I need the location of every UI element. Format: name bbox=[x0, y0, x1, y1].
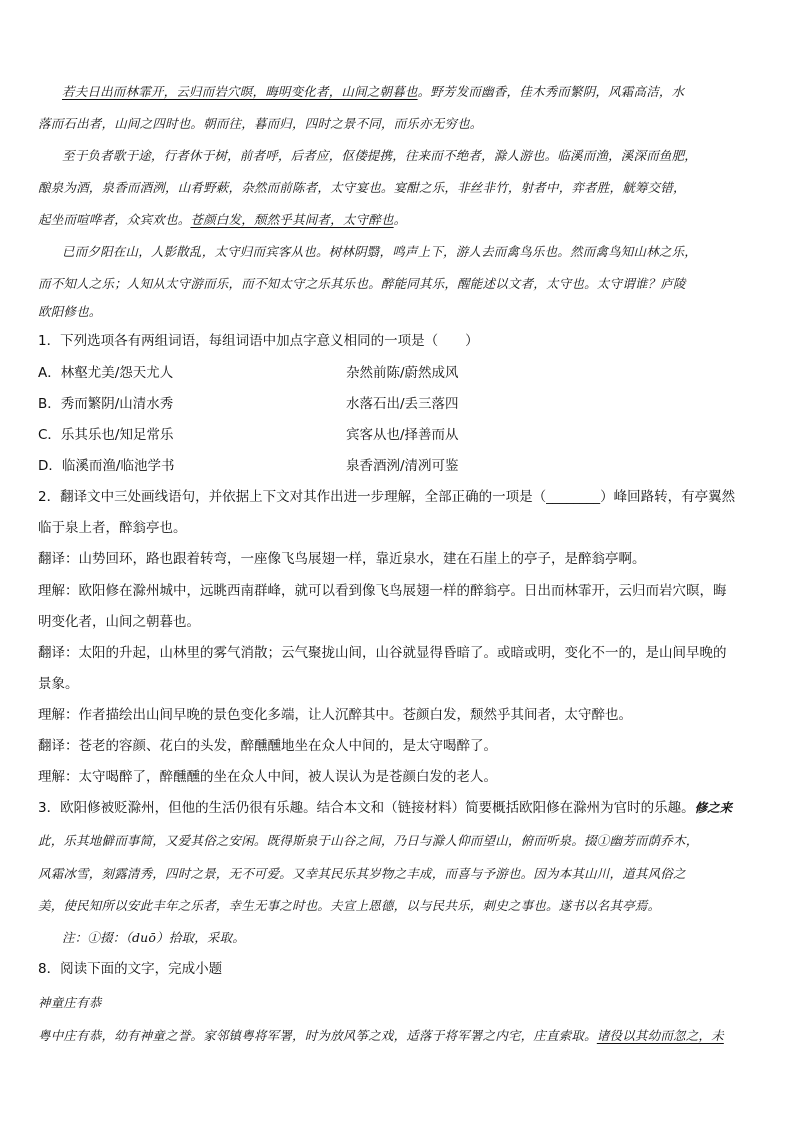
option-right: 宾客从也/择善而从 bbox=[346, 427, 459, 443]
passage-line bbox=[62, 79, 756, 105]
linked-material-line: 美，使民知所以安此丰年之乐者，幸生无事之时也。夫宣上恩德，以与民共乐，刺史之事也。遂书以名其亭焉。 bbox=[38, 898, 661, 913]
option-a bbox=[38, 360, 756, 386]
question-2-stem-cont: 临于泉上者，醉翁亭也。 bbox=[38, 520, 187, 536]
option-c bbox=[38, 422, 756, 448]
passage-line: 至于负者歌于途，行者休于树，前者呼，后者应，伛偻提携，往来而不绝者，滁人游也。临溪而渔，溪深而鱼肥， bbox=[62, 148, 698, 163]
option-right: 杂然前陈/蔚然成风 bbox=[346, 365, 459, 381]
underlined-sentence: 若夫日出而林霏开，云归而岩穴暝，晦明变化者，山间之朝暮也 bbox=[62, 84, 418, 99]
linked-material-text: 修之来 bbox=[694, 800, 733, 815]
option-left: A．林壑尤美/怨天尤人 bbox=[38, 365, 174, 381]
understanding-line: 理解：欧阳修在滁州城中，远眺西南群峰，就可以看到像飞鸟展翅一样的醉翁亭。日出而林霏开，云归而岩穴暝，晦 bbox=[38, 583, 727, 599]
passage-line: 已而夕阳在山，人影散乱，太守归而宾客从也。树林阴翳，鸣声上下，游人去而禽鸟乐也。然而禽鸟知山林之乐， bbox=[62, 244, 698, 259]
question-text: ）峰回路转，有亭翼然 bbox=[600, 489, 736, 505]
passage-line: 落而石出者，山间之四时也。朝而往，暮而归，四时之景不同，而乐亦无穷也。 bbox=[38, 116, 483, 131]
passage-text: 起坐而喧哗者，众宾欢也。 bbox=[38, 212, 191, 227]
question-8-stem: 8．阅读下面的文字，完成小题 bbox=[38, 961, 223, 977]
option-b bbox=[38, 391, 756, 417]
underlined-sentence: 苍颜白发，颓然乎其间者，太守醉也 bbox=[190, 212, 394, 227]
question-text: 2．翻译文中三处画线语句，并依据上下文对其作出进一步理解，全部正确的一项是（ bbox=[38, 489, 547, 505]
understanding-line: 理解：太守喝醉了，醉醺醺的坐在众人中间，被人误认为是苍颜白发的老人。 bbox=[38, 769, 497, 785]
question-1-stem: 1．下列选项各有两组词语，每组词语中加点字意义相同的一项是（ ） bbox=[38, 333, 479, 349]
option-left: C．乐其乐也/知足常乐 bbox=[38, 427, 174, 443]
passage-text: 。 bbox=[393, 212, 407, 227]
passage-title: 神童庄有恭 bbox=[38, 995, 102, 1010]
option-right: 水落石出/丢三落四 bbox=[346, 396, 459, 412]
passage-text: 。野芳发而幽香，佳木秀而繁阴，风霜高洁，水 bbox=[417, 84, 685, 99]
understanding-line: 明变化者，山间之朝暮也。 bbox=[38, 614, 200, 630]
question-text: 3．欧阳修被贬滁州，但他的生活仍很有乐趣。结合本文和（链接材料）简要概括欧阳修在滁州为官时的乐趣。 bbox=[38, 800, 695, 816]
option-left: D．临溪而渔/临池学书 bbox=[38, 458, 175, 474]
translation-line: 翻译：苍老的容颜、花白的头发，醉醺醺地坐在众人中间的，是太守喝醉了。 bbox=[38, 738, 497, 754]
linked-material-line: 此，乐其地僻而事简，又爱其俗之安闲。既得斯泉于山谷之间，乃日与滁人仰而望山，俯而听泉。掇①幽芳而荫乔木， bbox=[38, 833, 699, 848]
understanding-line: 理解：作者描绘出山间早晚的景色变化多端，让人沉醉其中。苍颜白发，颓然乎其间者，太守醉也。 bbox=[38, 707, 632, 723]
translation-line: 翻译：山势回环，路也跟着转弯，一座像飞鸟展翅一样，靠近泉水，建在石崖上的亭子，是醉翁亭啊。 bbox=[38, 551, 646, 567]
translation-line: 景象。 bbox=[38, 676, 79, 692]
passage-line bbox=[38, 207, 756, 233]
question-2-stem bbox=[38, 484, 756, 510]
option-d bbox=[38, 453, 756, 479]
underlined-sentence: 诸役以其幼而忽之，未 bbox=[596, 1028, 724, 1043]
linked-material-line: 风霜冰雪，刻露清秀，四时之景，无不可爱。又幸其民乐其岁物之丰成，而喜与予游也。因为本其山川，道其风俗之 bbox=[38, 866, 686, 881]
passage-text: 粤中庄有恭，幼有神童之誉。家邻镇粤将军署，时为放风筝之戏，适落于将军署之内宅，庄直索取。 bbox=[38, 1028, 597, 1043]
passage-line: 而不知人之乐；人知从太守游而乐，而不知太守之乐其乐也。醉能同其乐，醒能述以文者，太守也。太守谓谁？庐陵 bbox=[38, 276, 686, 291]
option-left: B．秀而繁阴/山清水秀 bbox=[38, 396, 174, 412]
footnote: 注：①掇：（duō）拾取，采取。 bbox=[62, 930, 246, 945]
option-right: 泉香酒洌/清冽可鉴 bbox=[346, 458, 459, 474]
passage-line: 欧阳修也。 bbox=[38, 304, 102, 319]
question-3-stem bbox=[38, 795, 756, 821]
translation-line: 翻译：太阳的升起，山林里的雾气消散；云气聚拢山间，山谷就显得昏暗了。或暗或明，变化不一的，是山间早晚的 bbox=[38, 645, 727, 661]
passage-line: 酿泉为酒，泉香而酒洌，山肴野蔌，杂然而前陈者，太守宴也。宴酣之乐，非丝非竹，射者中，弈者胜，觥筹交错， bbox=[38, 180, 686, 195]
answer-blank: ________ bbox=[546, 489, 601, 505]
passage-line bbox=[38, 1023, 756, 1049]
